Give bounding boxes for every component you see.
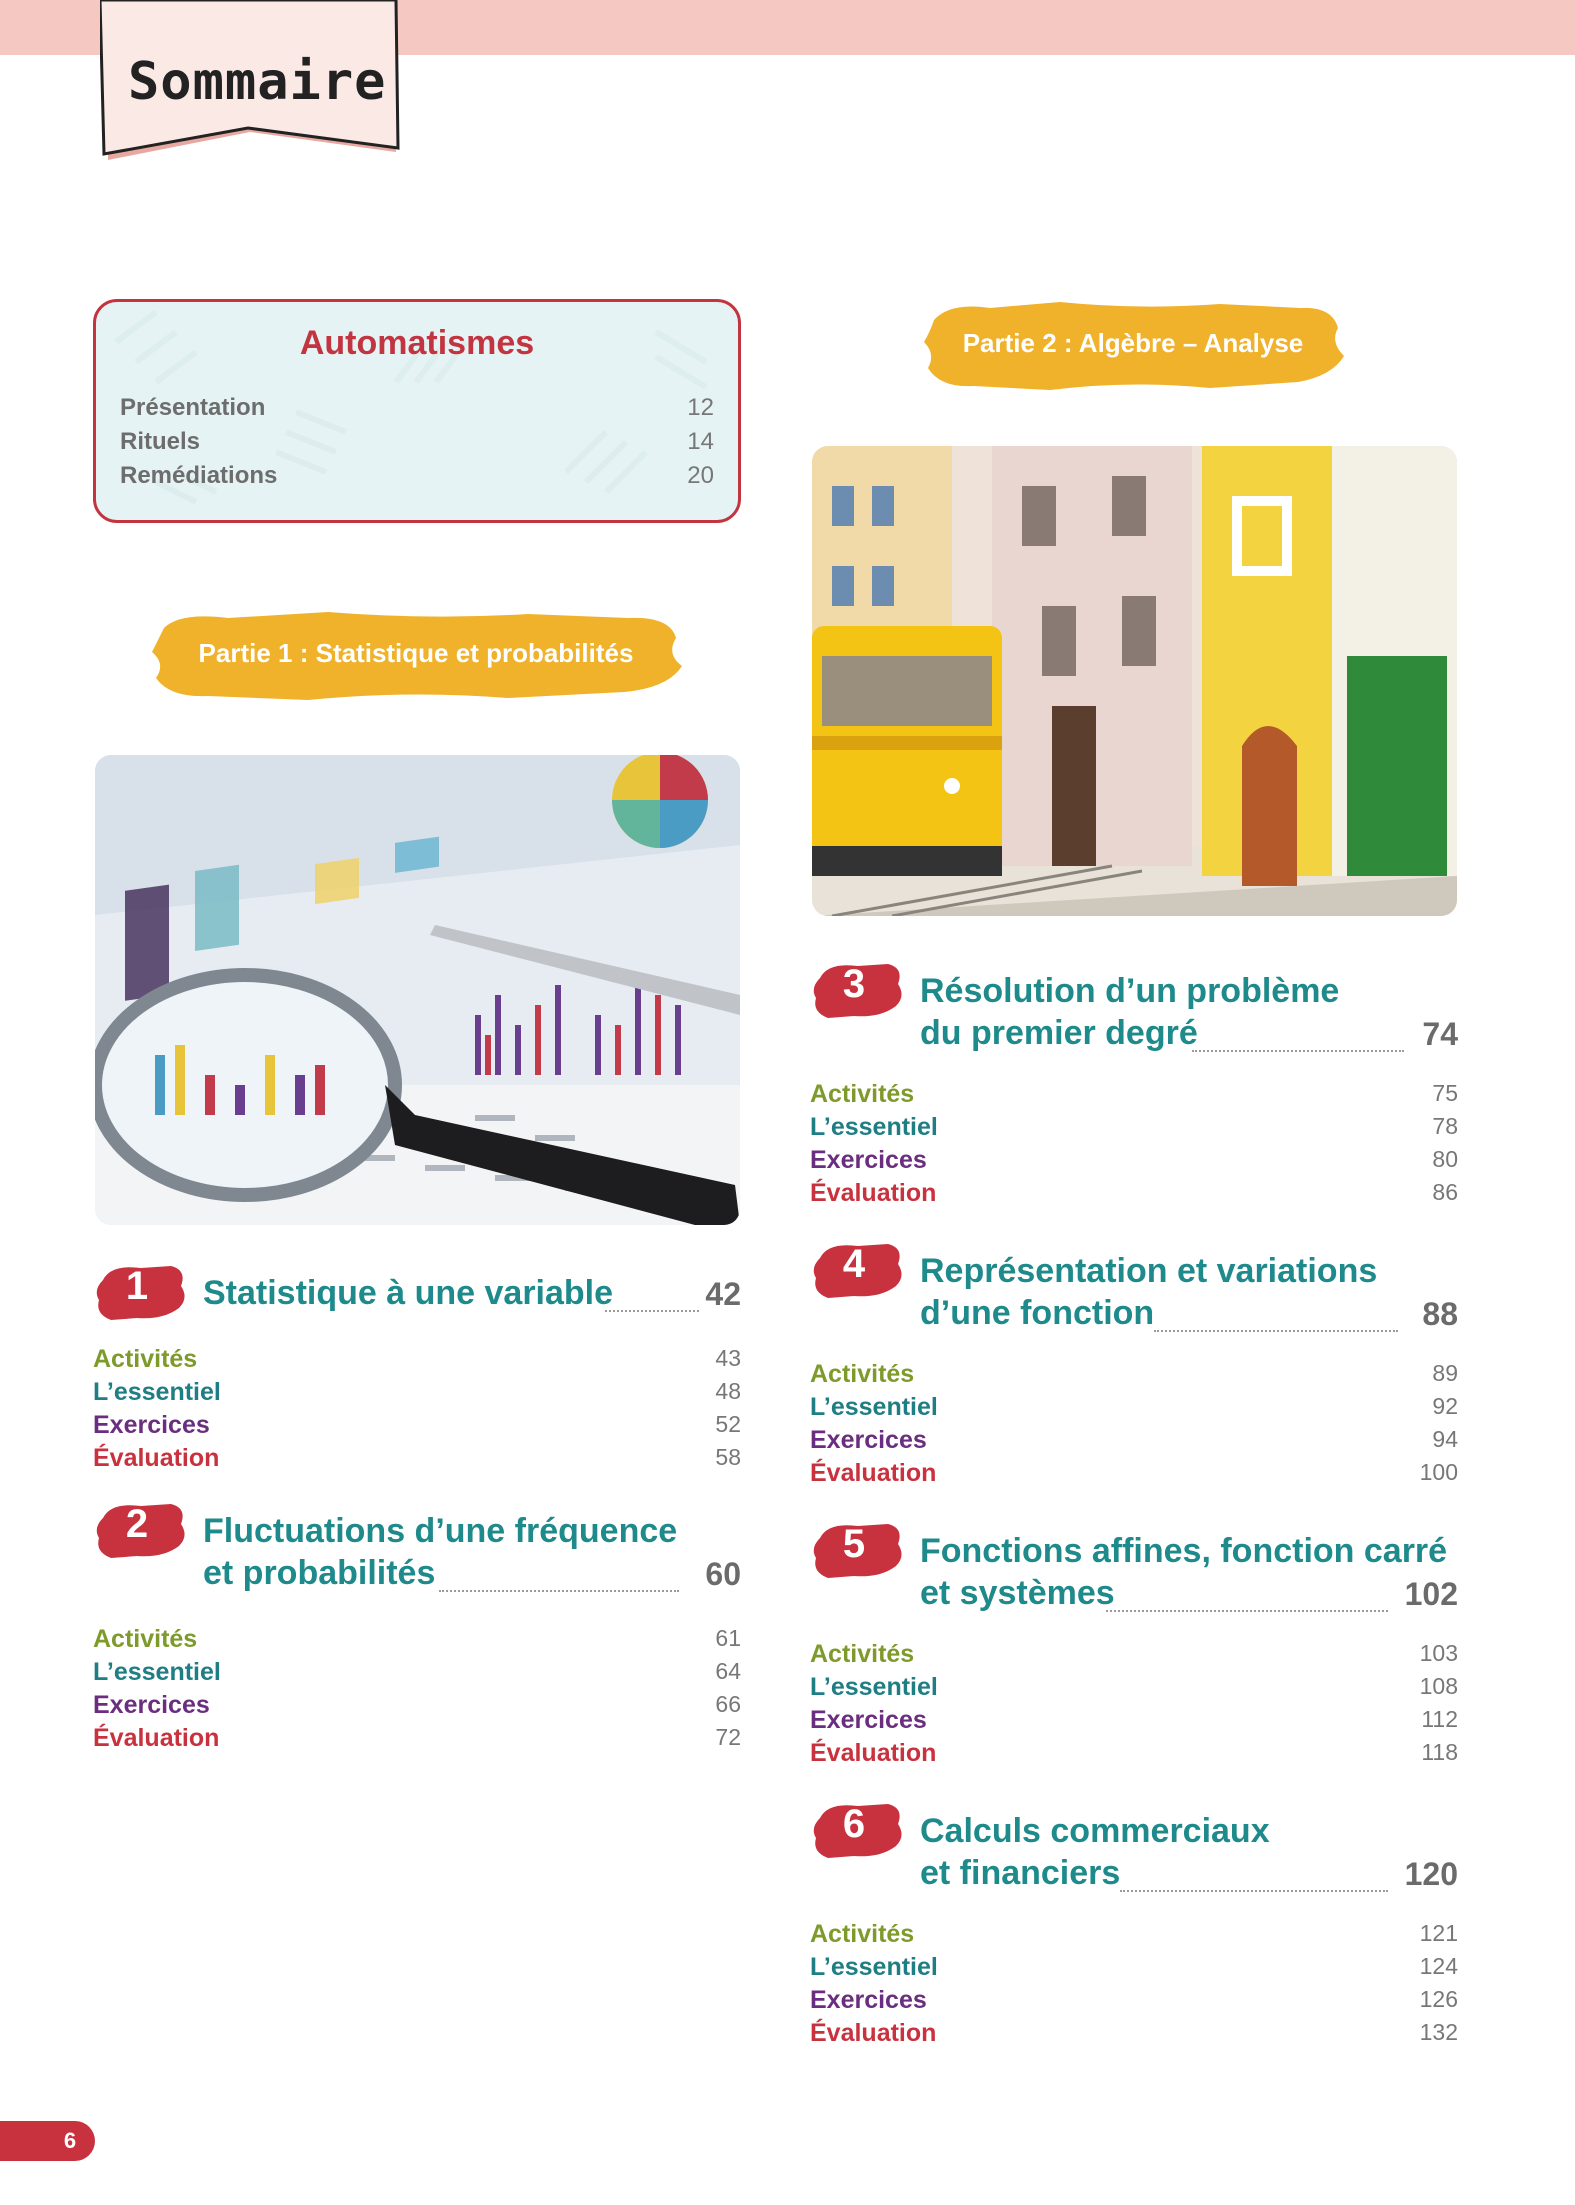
page-title: Sommaire bbox=[128, 52, 387, 112]
section-row[interactable] bbox=[810, 1393, 1458, 1426]
chapter-page: 42 bbox=[705, 1276, 741, 1312]
chapter-5-heading[interactable] bbox=[810, 1520, 1458, 1625]
section-row[interactable] bbox=[810, 1986, 1458, 2019]
section-row[interactable] bbox=[810, 1739, 1458, 1772]
section-label: Exercices bbox=[93, 1411, 210, 1439]
section-row[interactable] bbox=[810, 1459, 1458, 1492]
row-page: 14 bbox=[687, 428, 714, 455]
dot-leader bbox=[1106, 1610, 1388, 1612]
section-page: 121 bbox=[1419, 1920, 1458, 1946]
section-label: L’essentiel bbox=[93, 1378, 221, 1406]
section-label: Évaluation bbox=[810, 1459, 937, 1487]
section-row[interactable] bbox=[810, 1920, 1458, 1953]
section-page: 89 bbox=[1432, 1360, 1458, 1386]
part2-label: Partie 2 : Algèbre – Analyse bbox=[962, 328, 1304, 358]
section-page: 61 bbox=[715, 1625, 741, 1651]
chapter-title-line1: Représentation et variations bbox=[920, 1252, 1378, 1290]
part1-label: Partie 1 : Statistique et probabilités bbox=[198, 638, 634, 668]
section-label: Exercices bbox=[810, 1426, 927, 1454]
lisbon-tram-image bbox=[812, 446, 1457, 916]
chapter-number: 1 bbox=[125, 1264, 149, 1308]
section-row[interactable] bbox=[810, 1113, 1458, 1146]
chapter-1-heading[interactable] bbox=[93, 1262, 741, 1322]
section-page: 126 bbox=[1419, 1986, 1458, 2012]
section-label: Évaluation bbox=[93, 1724, 220, 1752]
section-page: 108 bbox=[1419, 1673, 1458, 1699]
chapter-number: 2 bbox=[125, 1502, 149, 1546]
chapter-2-heading[interactable] bbox=[93, 1500, 741, 1605]
section-row[interactable] bbox=[810, 1360, 1458, 1393]
section-label: Évaluation bbox=[93, 1444, 220, 1472]
section-label: Évaluation bbox=[810, 1739, 937, 1767]
section-page: 103 bbox=[1419, 1640, 1458, 1666]
section-label: Exercices bbox=[93, 1691, 210, 1719]
chapter-6-heading[interactable] bbox=[810, 1800, 1458, 1905]
chapter-3-heading[interactable] bbox=[810, 960, 1458, 1065]
section-page: 66 bbox=[715, 1691, 741, 1717]
section-row[interactable] bbox=[810, 1953, 1458, 1986]
chapter-title-line2: et financiers bbox=[920, 1854, 1121, 1892]
chapter-page: 74 bbox=[1422, 1016, 1458, 1052]
section-page: 100 bbox=[1419, 1459, 1458, 1485]
row-page: 20 bbox=[687, 462, 714, 489]
section-page: 86 bbox=[1432, 1179, 1458, 1205]
section-row[interactable] bbox=[810, 2019, 1458, 2052]
section-row[interactable] bbox=[93, 1378, 741, 1411]
row-label: Remédiations bbox=[120, 462, 278, 489]
section-row[interactable] bbox=[810, 1426, 1458, 1459]
dot-leader bbox=[439, 1590, 679, 1592]
section-row[interactable] bbox=[93, 1345, 741, 1378]
dot-leader bbox=[1192, 1050, 1404, 1052]
section-label: L’essentiel bbox=[810, 1673, 938, 1701]
section-label: L’essentiel bbox=[810, 1393, 938, 1421]
chapter-number: 4 bbox=[842, 1242, 866, 1286]
chapter-title-line2: d’une fonction bbox=[920, 1294, 1155, 1332]
section-label: L’essentiel bbox=[810, 1953, 938, 1981]
section-page: 78 bbox=[1432, 1113, 1458, 1139]
section-row[interactable] bbox=[810, 1640, 1458, 1673]
chapter-title-line1: Fluctuations d’une fréquence bbox=[203, 1512, 678, 1550]
footer-page-number: 6 bbox=[63, 2128, 77, 2153]
section-label: Évaluation bbox=[810, 1179, 937, 1207]
section-row[interactable] bbox=[93, 1691, 741, 1724]
dot-leader bbox=[1120, 1890, 1388, 1892]
chapter-title-line1: Fonctions affines, fonction carré bbox=[920, 1532, 1448, 1570]
chapter-4-heading[interactable] bbox=[810, 1240, 1458, 1345]
header-tab bbox=[100, 0, 400, 162]
tram-street-illustration bbox=[812, 446, 1457, 916]
chapter-page: 88 bbox=[1422, 1296, 1458, 1332]
row-label: Présentation bbox=[120, 394, 266, 421]
section-page: 75 bbox=[1432, 1080, 1458, 1106]
section-label: L’essentiel bbox=[93, 1658, 221, 1686]
chapter-title-line1: Calculs commerciaux bbox=[920, 1812, 1270, 1850]
section-page: 43 bbox=[715, 1345, 741, 1371]
chapter-title-line2: et probabilités bbox=[203, 1554, 436, 1592]
automatismes-row[interactable] bbox=[120, 462, 714, 495]
section-label: Exercices bbox=[810, 1146, 927, 1174]
section-label: Évaluation bbox=[810, 2019, 937, 2047]
dot-leader bbox=[605, 1310, 699, 1312]
automatismes-row[interactable] bbox=[120, 394, 714, 427]
automatismes-title: Automatismes bbox=[299, 324, 535, 362]
section-page: 64 bbox=[715, 1658, 741, 1684]
section-page: 58 bbox=[715, 1444, 741, 1470]
section-row[interactable] bbox=[810, 1179, 1458, 1212]
chapter-number: 3 bbox=[842, 962, 866, 1006]
automatismes-row[interactable] bbox=[120, 428, 714, 461]
section-row[interactable] bbox=[93, 1625, 741, 1658]
row-label: Rituels bbox=[120, 428, 201, 455]
section-page: 52 bbox=[715, 1411, 741, 1437]
section-row[interactable] bbox=[93, 1724, 741, 1757]
section-page: 112 bbox=[1421, 1706, 1458, 1732]
section-label: L’essentiel bbox=[810, 1113, 938, 1141]
section-row[interactable] bbox=[810, 1673, 1458, 1706]
section-row[interactable] bbox=[93, 1658, 741, 1691]
chapter-page: 120 bbox=[1404, 1856, 1458, 1892]
section-row[interactable] bbox=[93, 1444, 741, 1477]
section-page: 94 bbox=[1432, 1426, 1458, 1452]
section-page: 80 bbox=[1432, 1146, 1458, 1172]
section-row[interactable] bbox=[93, 1411, 741, 1444]
statistics-image bbox=[95, 755, 740, 1225]
chapter-title-line2: et systèmes bbox=[920, 1574, 1115, 1612]
chapter-page: 102 bbox=[1404, 1576, 1458, 1612]
section-label: Activités bbox=[810, 1920, 915, 1948]
section-row[interactable] bbox=[810, 1706, 1458, 1739]
section-label: Exercices bbox=[810, 1706, 927, 1734]
section-page: 72 bbox=[715, 1724, 741, 1750]
part2-banner bbox=[920, 298, 1346, 394]
section-page: 118 bbox=[1421, 1739, 1458, 1765]
section-label: Activités bbox=[810, 1080, 915, 1108]
dot-leader bbox=[1154, 1330, 1398, 1332]
automatismes-box bbox=[93, 299, 741, 523]
section-page: 92 bbox=[1432, 1393, 1458, 1419]
chapter-number: 5 bbox=[842, 1522, 866, 1566]
chapter-title: Statistique à une variable bbox=[203, 1274, 614, 1312]
section-label: Exercices bbox=[810, 1986, 927, 2014]
row-page: 12 bbox=[687, 394, 714, 421]
chapter-page: 60 bbox=[705, 1556, 741, 1592]
magnifier-charts-illustration bbox=[95, 755, 740, 1225]
section-row[interactable] bbox=[810, 1080, 1458, 1113]
section-page: 124 bbox=[1419, 1953, 1458, 1979]
section-label: Activités bbox=[810, 1360, 915, 1388]
part1-banner bbox=[148, 608, 684, 704]
section-label: Activités bbox=[93, 1345, 198, 1373]
chapter-number: 6 bbox=[842, 1802, 866, 1846]
section-label: Activités bbox=[810, 1640, 915, 1668]
section-page: 132 bbox=[1419, 2019, 1458, 2045]
section-row[interactable] bbox=[810, 1146, 1458, 1179]
section-label: Activités bbox=[93, 1625, 198, 1653]
chapter-title-line1: Résolution d’un problème bbox=[920, 972, 1340, 1010]
section-page: 48 bbox=[715, 1378, 741, 1404]
chapter-title-line2: du premier degré bbox=[920, 1014, 1198, 1052]
